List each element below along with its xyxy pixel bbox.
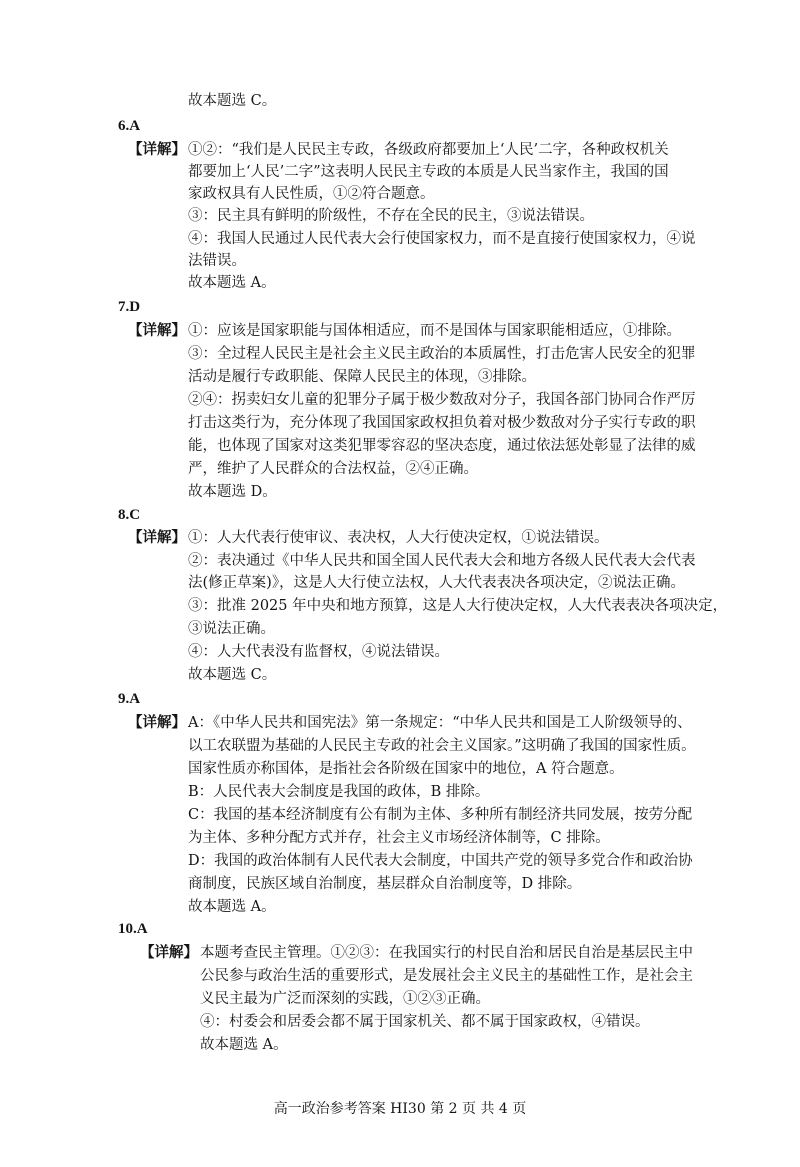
explanation-line: 故本题选 A。: [188, 275, 276, 291]
explanation-line: 国家性质亦称国体，是指社会各阶级在国家中的地位，A 符合题意。: [188, 761, 624, 777]
question-number: 9.A: [118, 691, 141, 707]
question-number: 6.A: [118, 118, 141, 134]
explanation-line: 法错误。: [188, 253, 246, 269]
explanation-line: 本题考查民主管理。①②③：在我国实行的村民自治和居民自治是基层民主中: [200, 945, 693, 961]
explanation-line: 故本题选 A。: [188, 899, 276, 915]
explanation-line: 家政权具有人民性质，①②符合题意。: [188, 186, 435, 202]
explanation-line: 能，也体现了国家对这类犯罪零容忍的坚决态度，通过依法惩处彰显了法律的威: [188, 438, 696, 454]
explanation-line: 活动是履行专政职能、保障人民民主的体现，③排除。: [188, 369, 536, 385]
explanation-line: B：人民代表大会制度是我国的政体，B 排除。: [188, 784, 490, 800]
explanation-line: 法(修正草案)》，这是人大行使立法权，人大代表表决各项决定，②说法正确。: [188, 575, 686, 591]
explanation-line: ④：人大代表没有监督权，④说法错误。: [188, 644, 449, 660]
detail-tag: 【详解】: [140, 944, 198, 961]
explanation-line: A：《中华人民共和国宪法》第一条规定：“中华人民共和国是工人阶级领导的、: [188, 715, 692, 731]
explanation-line: 都要加上‘人民’二字”这表明人民民主专政的本质是人民当家作主，我国的国: [188, 164, 669, 180]
explanation-line: ①：人大代表行使审议、表决权，人大行使决定权，①说法错误。: [188, 530, 609, 546]
q5-conclusion: 故本题选 C。: [188, 93, 277, 109]
explanation-line: 故本题选 C。: [188, 667, 277, 683]
explanation-line: ③：批准 2025 年中央和地方预算，这是人大行使决定权，人大代表表决各项决定，: [188, 598, 728, 614]
detail-tag: 【详解】: [128, 322, 186, 339]
explanation-line: ③：全过程人民民主是社会主义民主政治的本质属性，打击危害人民安全的犯罪: [188, 346, 696, 362]
explanation-line: ③说法正确。: [188, 621, 275, 637]
explanation-line: ④：村委会和居委会都不属于国家机关、都不属于国家政权，④错误。: [200, 1014, 650, 1030]
explanation-line: 以工农联盟为基础的人民民主专政的社会主义国家。”这明确了我国的国家性质。: [188, 738, 696, 754]
explanation-line: 为主体、多种分配方式并存，社会主义市场经济体制等，C 排除。: [188, 830, 610, 846]
explanation-line: 商制度，民族区域自治制度，基层群众自治制度等，D 排除。: [188, 876, 582, 892]
question-number: 7.D: [118, 299, 141, 315]
explanation-line: 义民主最为广泛而深刻的实践，①②③正确。: [200, 991, 490, 1007]
explanation-line: ②④：拐卖妇女儿童的犯罪分子属于极少数敌对分子，我国各部门协同合作严厉: [188, 392, 696, 408]
explanation-line: 故本题选 D。: [188, 484, 277, 500]
detail-tag: 【详解】: [128, 141, 186, 158]
explanation-line: 故本题选 A。: [200, 1037, 288, 1053]
explanation-line: ①：应该是国家职能与国体相适应，而不是国体与国家职能相适应，①排除。: [188, 323, 681, 339]
page-footer: 高一政治参考答案 HI30 第 2 页 共 4 页: [273, 1101, 527, 1117]
detail-tag: 【详解】: [128, 714, 186, 731]
explanation-line: ②：表决通过《中华人民共和国全国人民代表大会和地方各级人民代表大会代表: [188, 553, 696, 569]
explanation-line: ③：民主具有鲜明的阶级性，不存在全民的民主，③说法错误。: [188, 208, 594, 224]
detail-tag: 【详解】: [128, 529, 186, 546]
explanation-line: D：我国的政治体制有人民代表大会制度，中国共产党的领导多党合作和政治协: [188, 853, 693, 869]
explanation-line: 严，维护了人民群众的合法权益，②④正确。: [188, 461, 478, 477]
question-number: 8.C: [118, 507, 141, 523]
question-number: 10.A: [118, 921, 148, 937]
explanation-line: C：我国的基本经济制度有公有制为主体、多种所有制经济共同发展，按劳分配: [188, 807, 693, 823]
explanation-line: ④：我国人民通过人民代表大会行使国家权力，而不是直接行使国家权力，④说: [188, 231, 696, 247]
explanation-line: ①②：“我们是人民民主专政，各级政府都要加上‘人民’二字，各种政权机关: [188, 142, 669, 158]
explanation-line: 打击这类行为，充分体现了我国国家政权担负着对极少数敌对分子实行专政的职: [188, 415, 696, 431]
explanation-line: 公民参与政治生活的重要形式，是发展社会主义民主的基础性工作，是社会主: [200, 968, 693, 984]
